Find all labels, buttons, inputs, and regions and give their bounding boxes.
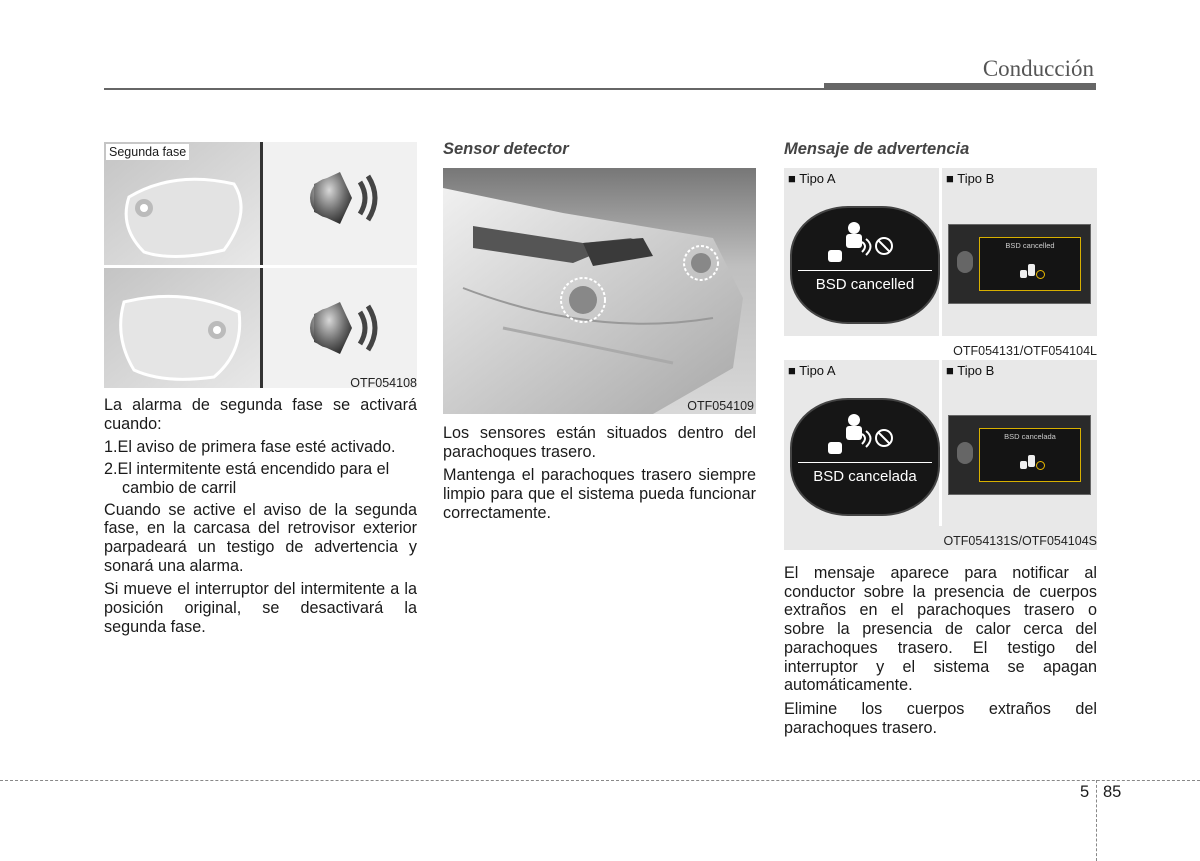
paragraph: Mantenga el parachoques trasero siempre limpio para que el sistema pueda funcionar correctamente. (443, 466, 756, 522)
bsd-message: BSD cancelled (815, 276, 915, 293)
header-bar (824, 83, 1096, 90)
figure-second-stage (104, 142, 417, 396)
type-b-label: ■ Tipo B (946, 363, 995, 378)
paragraph: Elimine los cuerpos extraños del parachoques trasero. (784, 699, 1097, 737)
column-sensor (443, 138, 756, 528)
figure-code: OTF054109 (687, 399, 754, 413)
list-item-number: 2. (104, 460, 118, 479)
list-item (104, 460, 417, 497)
type-b-label: ■ Tipo B (946, 171, 995, 186)
list-item (104, 438, 417, 457)
paragraph: El mensaje aparece para notificar al conductor sobre la presencia de cuerpos extraños en el parachoques trasero o sobre la presencia de calor cerca del parachoques trasero. El testigo del interruptor y el sistema se apagan automáticamente. (784, 564, 1097, 695)
paragraph: Cuando se active el aviso de la segunda fase, en la carcasa del retrovisor exterior parpadeará un testigo de advertencia y sonará una alarma. (104, 500, 417, 575)
list-item-number: 1. (104, 438, 118, 457)
figure-code: OTF054131S/OTF054104S (943, 534, 1097, 548)
header-rule (104, 88, 824, 90)
figure-code: OTF054131/OTF054104L (953, 344, 1097, 358)
list-item-text: El intermitente está encendido para el cambio de carril (117, 460, 390, 497)
bsd-icon (1020, 264, 1044, 280)
figure-code: OTF054108 (350, 376, 417, 390)
figure-rear-sensor (443, 168, 756, 414)
figure-label: Segunda fase (106, 144, 189, 160)
figure-warning-messages (784, 168, 1097, 550)
list-item-text: El aviso de primera fase esté activado. (117, 438, 396, 457)
cluster-display-type-a (790, 398, 940, 516)
bsd-icon (792, 404, 938, 464)
paragraph: Los sensores están situados dentro del parachoques trasero. (443, 424, 756, 461)
column-warning-message (784, 138, 1097, 742)
type-a-label: ■ Tipo A (788, 363, 836, 378)
car-rear-illustration (443, 168, 756, 414)
page-number: 85 (1103, 783, 1122, 801)
type-a-label: ■ Tipo A (788, 171, 836, 186)
section-number: 5 (1080, 783, 1090, 801)
cluster-display-type-a (790, 206, 940, 324)
cluster-display-type-b (948, 224, 1091, 304)
footer-rule (0, 780, 1200, 781)
section-heading: Sensor detector (443, 140, 569, 158)
bsd-message: BSD cancelada (1004, 432, 1056, 441)
section-heading: Mensaje de advertencia (784, 140, 970, 158)
column-second-stage (104, 138, 417, 641)
mirror-alarm-illustration (104, 142, 417, 396)
footer-divider (1096, 780, 1097, 861)
page-header-title: Conducción (982, 56, 1094, 81)
cluster-display-type-b (948, 415, 1091, 495)
bsd-message: BSD cancelada (813, 468, 917, 485)
bsd-icon (792, 212, 938, 272)
paragraph: Si mueve el interruptor del intermitente a la posición original, se desactivará la segunda fase. (104, 580, 417, 636)
bsd-message: BSD cancelled (1005, 241, 1055, 250)
bsd-icon (1020, 455, 1044, 471)
intro-text: La alarma de segunda fase se activará cuando: (104, 396, 417, 433)
